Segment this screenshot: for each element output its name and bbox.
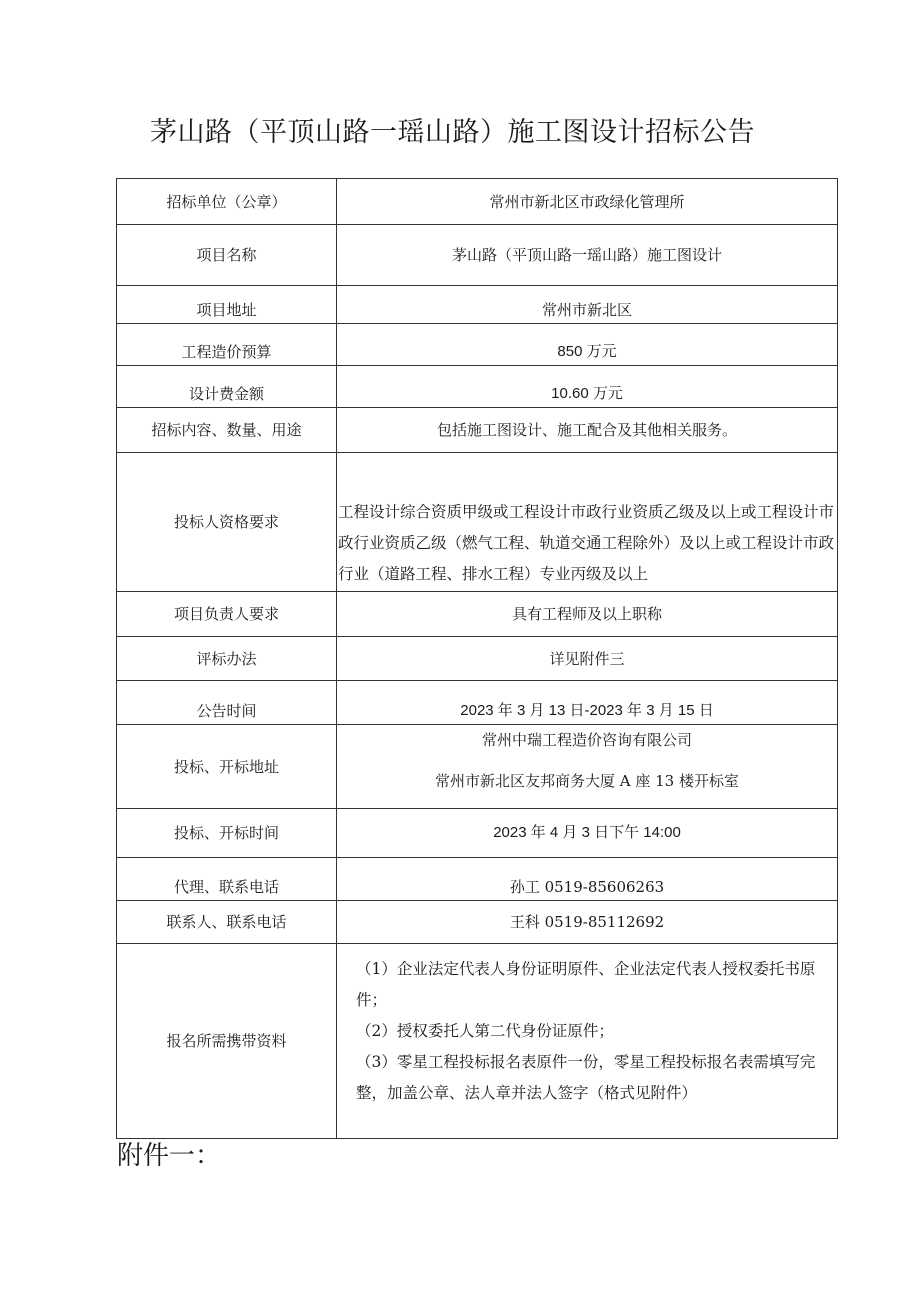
bid-place-room: 常州市新北区友邦商务大厦 A 座 13 楼开标室 — [435, 772, 739, 790]
value-materials — [337, 944, 838, 1139]
materials-item-1: （1）企业法定代表人身份证明原件、企业法定代表人授权委托书原件； — [356, 960, 816, 1009]
value-bid-time: 2023 年 4 月 3 日下午 14:00 — [337, 809, 838, 858]
label-unit: 招标单位（公章） — [117, 179, 337, 225]
value-qualification-cell — [337, 453, 838, 592]
table-row — [117, 366, 838, 408]
table-row — [117, 637, 838, 681]
table-row — [117, 809, 838, 858]
table-row — [117, 681, 838, 725]
materials-list — [337, 944, 837, 1113]
value-unit: 常州市新北区市政绿化管理所 — [337, 179, 838, 225]
value-agent: 孙工 0519-85606263 — [337, 858, 838, 901]
value-contact: 王科 0519-85112692 — [337, 901, 838, 944]
notice-table — [116, 178, 838, 1139]
label-announce: 公告时间 — [117, 681, 337, 725]
value-bid-place — [337, 725, 838, 809]
attachment-heading: 附件一： — [117, 1141, 222, 1171]
table-row — [117, 944, 838, 1139]
table-row — [117, 453, 838, 592]
label-qualification: 投标人资格要求 — [117, 453, 337, 592]
label-content: 招标内容、数量、用途 — [117, 408, 337, 453]
bid-place-company: 常州中瑞工程造价咨询有限公司 — [481, 731, 692, 749]
value-fee: 10.60 万元 — [337, 366, 838, 408]
label-materials: 报名所需携带资料 — [117, 944, 337, 1139]
table-row — [117, 858, 838, 901]
table-row — [117, 286, 838, 324]
table-row — [117, 179, 838, 225]
value-qualification: 工程设计综合资质甲级或工程设计市政行业资质乙级及以上或工程设计市政行业资质乙级（燃气工程、轨道交通工程除外）及以上或工程设计市政行业（道路工程、排水工程）专业丙级及以上 — [338, 503, 835, 583]
label-evaluation: 评标办法 — [117, 637, 337, 681]
materials-item-2: （2）授权委托人第二代身份证原件； — [356, 1022, 614, 1040]
value-project: 茅山路（平顶山路一瑶山路）施工图设计 — [337, 225, 838, 286]
label-leader: 项目负责人要求 — [117, 592, 337, 637]
materials-item-3: （3）零星工程投标报名表原件一份，零星工程投标报名表需填写完整，加盖公章、法人章并法人签字（格式见附件） — [356, 1053, 816, 1102]
label-project: 项目名称 — [117, 225, 337, 286]
value-announce: 2023 年 3 月 13 日-2023 年 3 月 15 日 — [337, 681, 838, 725]
table-row — [117, 725, 838, 809]
label-bid-place: 投标、开标地址 — [117, 725, 337, 809]
page-title: 茅山路（平顶山路一瑶山路）施工图设计招标公告 — [150, 117, 755, 148]
table-row — [117, 408, 838, 453]
label-bid-time: 投标、开标时间 — [117, 809, 337, 858]
table-row — [117, 592, 838, 637]
table-row — [117, 225, 838, 286]
table-row — [117, 324, 838, 366]
label-budget: 工程造价预算 — [117, 324, 337, 366]
value-address: 常州市新北区 — [337, 286, 838, 324]
value-evaluation: 详见附件三 — [337, 637, 838, 681]
label-agent: 代理、联系电话 — [117, 858, 337, 901]
value-leader: 具有工程师及以上职称 — [337, 592, 838, 637]
table-row — [117, 901, 838, 944]
label-contact: 联系人、联系电话 — [117, 901, 337, 944]
label-fee: 设计费金额 — [117, 366, 337, 408]
value-content: 包括施工图设计、施工配合及其他相关服务。 — [337, 408, 838, 453]
label-address: 项目地址 — [117, 286, 337, 324]
value-budget: 850 万元 — [337, 324, 838, 366]
